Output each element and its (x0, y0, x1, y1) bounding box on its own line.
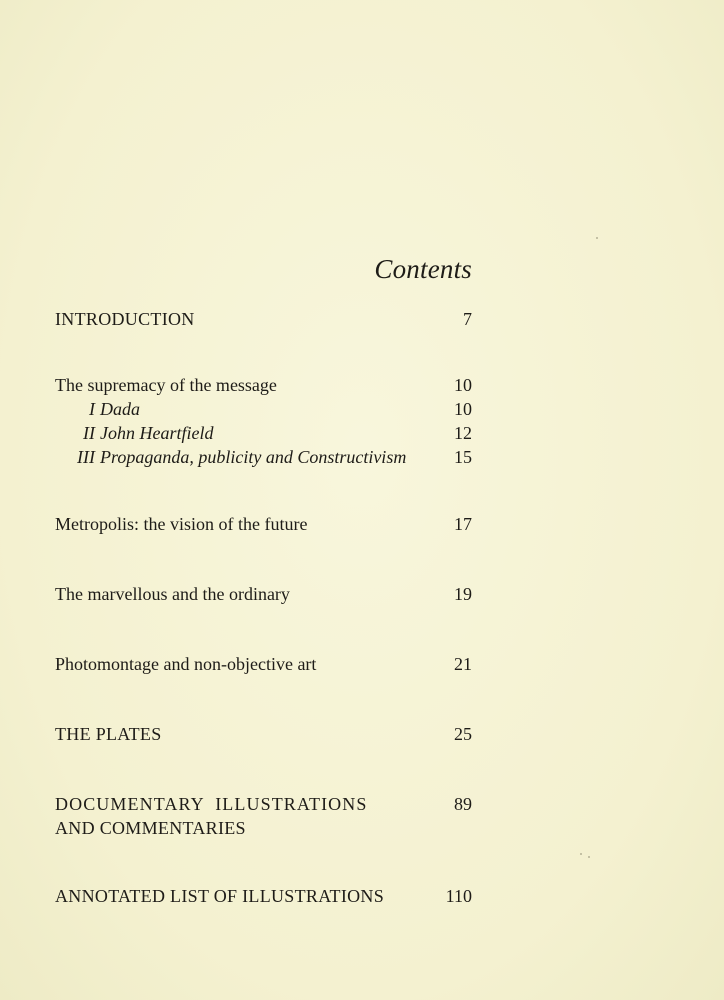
toc-entry-page: 25 (454, 724, 472, 744)
toc-entry-label: THE PLATES (55, 724, 162, 744)
toc-entry-photomontage (0, 652, 724, 676)
toc-entry-annotated-list (0, 884, 724, 908)
toc-entry-page: 21 (454, 654, 472, 674)
toc-entry-metropolis (0, 512, 724, 536)
toc-subentry-numeral: III (77, 447, 95, 467)
toc-entry-label-continued: AND COMMENTARIES (55, 818, 246, 838)
toc-subentry-numeral: I (89, 399, 95, 419)
toc-subentry-page: 10 (454, 399, 472, 419)
toc-subentry-dada (0, 397, 724, 421)
paper-speck (588, 856, 590, 858)
toc-subentry-label: John Heartfield (100, 423, 214, 443)
toc-entry-documentary (0, 792, 724, 816)
toc-entry-label: DOCUMENTARY ILLUSTRATIONS (55, 794, 368, 814)
toc-subentry-propaganda (0, 445, 724, 469)
toc-entry-label: Photomontage and non-objective art (55, 654, 317, 674)
page-title: Contents (374, 254, 472, 284)
toc-entry-supremacy (0, 373, 724, 397)
paper-speck (580, 853, 582, 855)
toc-subentry-label: Dada (100, 399, 140, 419)
toc-entry-page: 19 (454, 584, 472, 604)
toc-subentry-page: 12 (454, 423, 472, 443)
toc-entry-page: 89 (454, 794, 472, 814)
toc-entry-label: ANNOTATED LIST OF ILLUSTRATIONS (55, 886, 385, 906)
toc-entry-page: 17 (454, 514, 472, 534)
paper-speck (596, 237, 598, 239)
toc-entry-documentary-line2 (0, 816, 724, 840)
toc-entry-label: The marvellous and the ordinary (55, 584, 290, 604)
toc-entry-label: INTRODUCTION (55, 309, 195, 329)
toc-entry-page: 110 (445, 886, 472, 906)
toc-entry-page: 7 (463, 309, 472, 329)
toc-subentry-numeral: II (83, 423, 95, 443)
toc-entry-plates (0, 722, 724, 746)
toc-subentry-page: 15 (454, 447, 472, 467)
toc-entry-label: The supremacy of the message (55, 375, 277, 395)
toc-subentry-label: Propaganda, publicity and Constructivism (100, 447, 407, 467)
toc-entry-introduction (0, 307, 724, 331)
toc-entry-label: Metropolis: the vision of the future (55, 514, 308, 534)
toc-entry-page: 10 (454, 375, 472, 395)
toc-entry-marvellous (0, 582, 724, 606)
toc-subentry-heartfield (0, 421, 724, 445)
